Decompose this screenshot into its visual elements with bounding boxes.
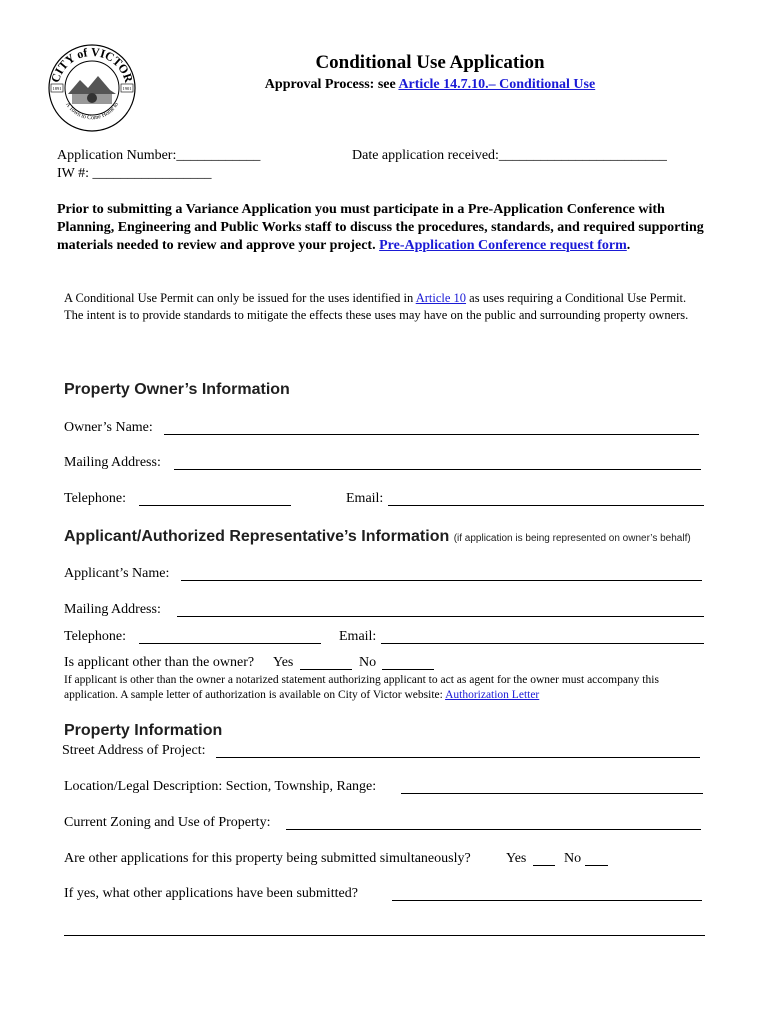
description-suffix: as uses requiring a Conditional Use Permit. The intent is to provide standards to mitigate the effects these uses may have on the public and surrounding property owners.: [64, 291, 689, 322]
application-number-field[interactable]: Application Number:____________: [57, 148, 261, 163]
simultaneous-yes-label: Yes: [506, 851, 527, 866]
zoning-input[interactable]: [286, 829, 701, 830]
property-section-heading: Property Information: [64, 722, 223, 739]
applicant-other-yes-input[interactable]: [300, 669, 352, 670]
simultaneous-no-input[interactable]: [585, 865, 608, 866]
seal-arc-text: CITY of VICTOR: [48, 44, 136, 85]
applicant-heading-text: Applicant/Authorized Representative’s Information: [64, 528, 450, 545]
zoning-label: Current Zoning and Use of Property:: [64, 815, 271, 830]
applicant-mailing-input[interactable]: [177, 616, 704, 617]
authorization-note: [64, 673, 704, 703]
applicant-other-question: Is applicant other than the owner?: [64, 655, 255, 670]
other-applications-input-line-2[interactable]: [64, 935, 705, 936]
applicant-other-no-input[interactable]: [382, 669, 434, 670]
date-received-field[interactable]: Date application received:________________________: [352, 148, 667, 163]
owner-name-label: Owner’s Name:: [64, 420, 153, 435]
other-applications-input[interactable]: [392, 900, 702, 901]
page-subtitle: [0, 77, 770, 93]
applicant-section-heading: [64, 528, 691, 546]
preapplication-notice: [57, 201, 717, 255]
iw-number-field[interactable]: IW #: _________________: [57, 166, 212, 181]
applicant-telephone-input[interactable]: [139, 643, 321, 644]
applicant-heading-note: (if application is being represented on owner’s behalf): [453, 533, 691, 544]
owner-telephone-input[interactable]: [139, 505, 291, 506]
page-title: Conditional Use Application: [315, 52, 545, 73]
svg-text:A Town to Come Home to: [64, 102, 120, 122]
applicant-other-yes-label: Yes: [273, 655, 294, 670]
applicant-name-input[interactable]: [181, 580, 702, 581]
applicant-email-label: Email:: [339, 629, 377, 644]
simultaneous-question: Are other applications for this property being submitted simultaneously?: [64, 851, 471, 866]
other-applications-label: If yes, what other applications have been submitted?: [64, 886, 358, 901]
legal-description-input[interactable]: [401, 793, 703, 794]
conditional-use-description: [64, 290, 704, 324]
applicant-other-no-label: No: [359, 655, 377, 670]
seal-year-left: 1891: [52, 86, 62, 91]
owner-telephone-label: Telephone:: [64, 491, 126, 506]
owner-name-input[interactable]: [164, 434, 699, 435]
article-10-link[interactable]: Article 10: [415, 291, 467, 305]
applicant-email-input[interactable]: [381, 643, 704, 644]
preapplication-form-link[interactable]: Pre-Application Conference request form: [379, 238, 627, 253]
seal-year-right: 1901: [122, 86, 132, 91]
description-prefix: A Conditional Use Permit can only be issued for the uses identified in: [64, 291, 416, 305]
owner-section-heading: Property Owner’s Information: [64, 381, 290, 398]
street-address-input[interactable]: [216, 757, 700, 758]
preapplication-notice-text: Prior to submitting a Variance Application you must participate in a Pre-Application Conference with Planning, Engineering and Public Works staff to discuss the procedures, standards, and required supporting materials needed to review and approve your project.: [57, 202, 704, 253]
subtitle-prefix: Approval Process: see: [264, 77, 399, 92]
seal-tagline: A Town to Come Home to: [64, 101, 120, 122]
applicant-telephone-label: Telephone:: [64, 629, 126, 644]
applicant-mailing-label: Mailing Address:: [64, 602, 161, 617]
owner-email-label: Email:: [346, 491, 384, 506]
simultaneous-yes-input[interactable]: [533, 865, 555, 866]
applicant-name-label: Applicant’s Name:: [64, 566, 170, 581]
simultaneous-no-label: No: [564, 851, 582, 866]
article-14-link[interactable]: Article 14.7.10.– Conditional Use: [398, 77, 596, 92]
authorization-letter-link[interactable]: Authorization Letter: [445, 689, 540, 701]
owner-email-input[interactable]: [388, 505, 704, 506]
preapplication-notice-end: .: [626, 238, 631, 253]
owner-mailing-input[interactable]: [174, 469, 701, 470]
street-address-label: Street Address of Project:: [62, 743, 206, 758]
authorization-note-text: If applicant is other than the owner a notarized statement authorizing applicant to act as agent for the owner must accompany this application. A sample letter of authorization is available on City of Victor website:: [64, 674, 659, 701]
owner-mailing-label: Mailing Address:: [64, 455, 161, 470]
legal-description-label: Location/Legal Description: Section, Township, Range:: [64, 779, 377, 794]
